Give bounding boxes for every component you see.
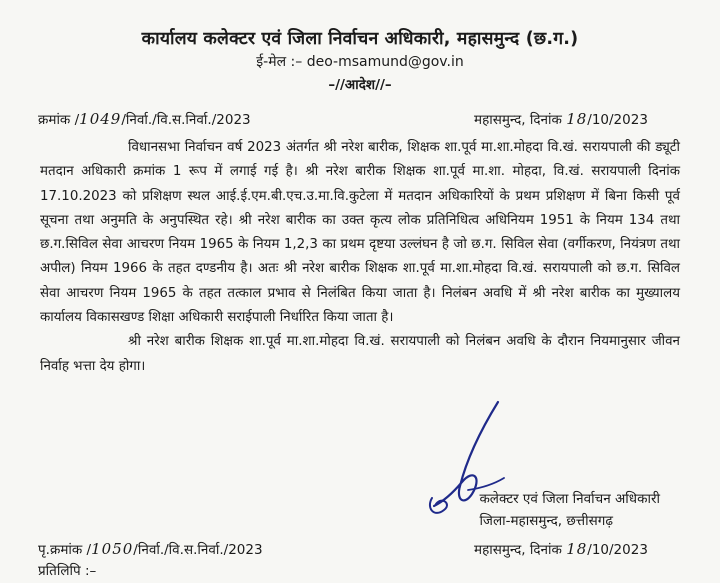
endorsement-date-day: 18 <box>566 540 588 558</box>
endorsement-kramank-label: पृ.क्रमांक / <box>38 542 92 558</box>
reference-number <box>38 110 251 128</box>
endorsement-kramank-number: 1050 <box>91 540 134 558</box>
email-label: ई-मेल :– <box>256 54 303 70</box>
date-rest: /10/2023 <box>587 112 648 128</box>
endorsement-place-date-label: महासमुन्द, दिनांक <box>474 542 562 558</box>
paragraph-2: श्री नरेश बारीक शिक्षक शा.पूर्व मा.शा.मोहदा वि.खं. सरायपाली को निलंबन अवधि के दौरान नियमानुसार जीवन निर्वाह भत्ता देय होगा। <box>40 334 680 374</box>
email-address: deo-msamund@gov.in <box>306 54 464 70</box>
signature-block <box>479 488 660 532</box>
date-day: 18 <box>566 110 588 128</box>
kramank-suffix: /निर्वा./वि.स.निर्वा./2023 <box>121 112 251 128</box>
endorsement-date-rest: /10/2023 <box>587 542 648 558</box>
endorsement-number <box>38 540 263 558</box>
endorsement-date <box>474 540 648 558</box>
kramank-number: 1049 <box>79 110 122 128</box>
place-date-label: महासमुन्द, दिनांक <box>474 112 562 128</box>
paragraph-1: विधानसभा निर्वाचन वर्ष 2023 अंतर्गत श्री नरेश बारीक, शिक्षक शा.पूर्व मा.शा.मोहदा वि.खं. सरायपाली की ड्यूटी मतदान अधिकारी क्रमांक 1 रूप में लगाई गई है। श्री नरेश बारीक शिक्षक शा.पूर्व मा.शा. मोहदा, वि.खं. सरायपाली दिनांक 17.10.2023 को प्रशिक्षण स्थल आई.ई.एम.बी.एच.उ.मा.वि.कुटेला में मतदान अधिकारियों के प्रथम प्रशिक्षण में बिना किसी पूर्व सूचना तथा अनुमति के अनुपस्थित रहे। श्री नरेश बारीक का उक्त कृत्य लोक प्रतिनिधित्व अधिनियम 1951 के नियम 134 तथा छ.ग.सिविल सेवा आचरण नियम 1965 के नियम 1,2,3 का प्रथम दृष्टया उल्लंघन है जो छ.ग. सिविल सेवा (वर्गीकरण, नियंत्रण तथा अपील) नियम 1966 के तहत दण्डनीय है। अतः श्री नरेश बारीक शिक्षक शा.पूर्व मा.शा.मोहदा वि.खं. सरायपाली को छ.ग. सिविल सेवा आचरण नियम 1965 के तहत तत्काल प्रभाव से निलंबित किया जाता है। निलंबन अवधि में श्री नरेश बारीक का मुख्यालय कार्यालय विकासखण्ड शिक्षा अधिकारी सराईपाली निर्धारित किया जाता है। <box>40 140 680 326</box>
order-heading: –//आदेश//– <box>328 77 392 93</box>
kramank-label: क्रमांक / <box>38 112 80 128</box>
signature-designation: कलेक्टर एवं जिला निर्वाचन अधिकारी <box>479 491 660 507</box>
office-title: कार्यालय कलेक्टर एवं जिला निर्वाचन अधिकारी, महासमुन्द (छ.ग.) <box>141 29 579 49</box>
order-body <box>40 136 680 379</box>
endorsement-kramank-suffix: /निर्वा./वि.स.निर्वा./2023 <box>133 542 263 558</box>
email-line <box>0 52 720 71</box>
copy-label: प्रतिलिपि :– <box>38 563 97 579</box>
signature-district: जिला-महासमुन्द, छत्तीसगढ़ <box>479 513 613 529</box>
reference-date <box>474 110 648 128</box>
